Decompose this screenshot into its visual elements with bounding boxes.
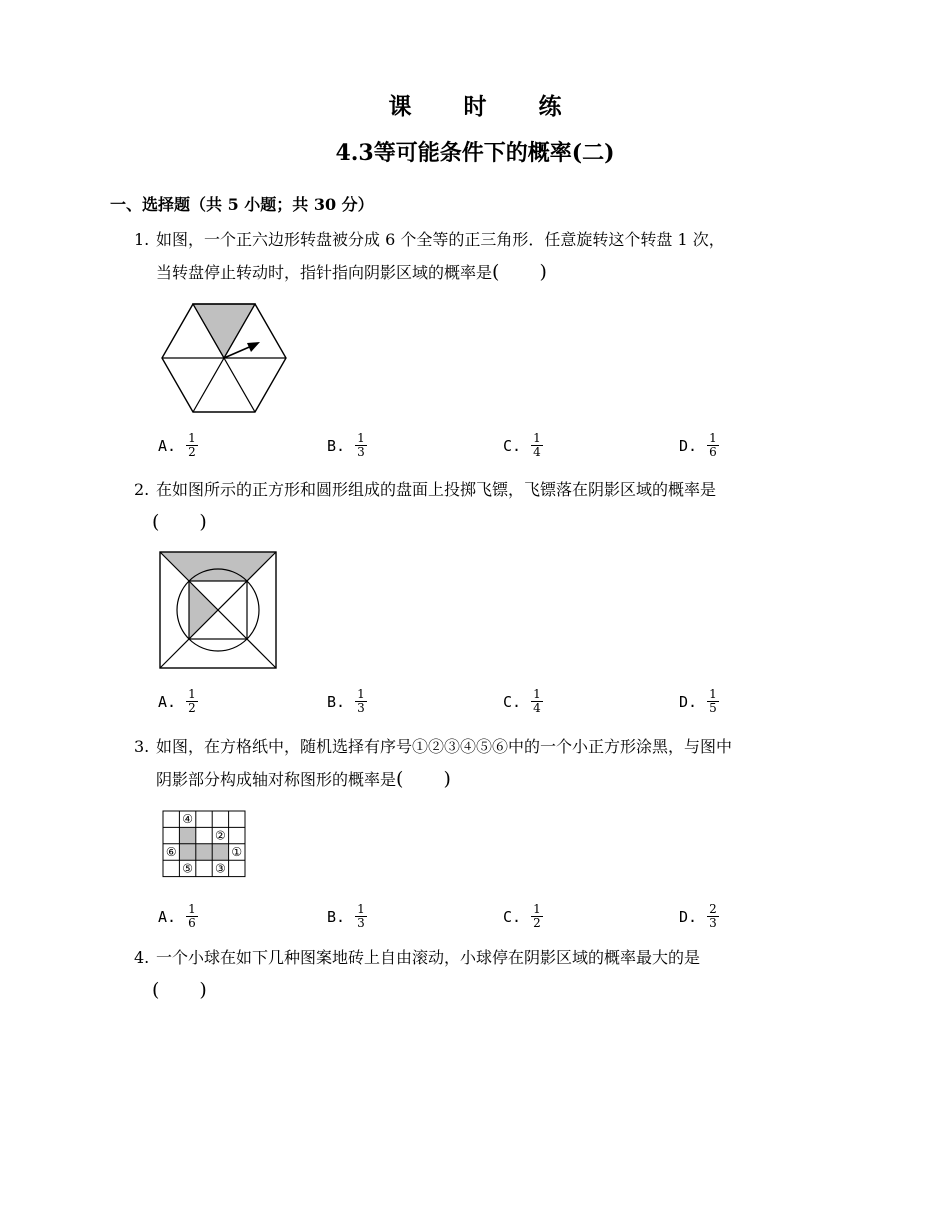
option-letter: D. — [679, 907, 698, 926]
shaded-top-region — [160, 552, 276, 581]
answer-paren-close: ) — [199, 511, 207, 533]
question-text-line: 在如图所示的正方形和圆形组成的盘面上投掷飞镖，飞镖落在阴影区域的概率是 — [156, 480, 717, 499]
shaded-cell — [196, 844, 212, 860]
fraction: $\frac{1}{4}$ — [533, 687, 541, 715]
question-number: 2. — [134, 480, 150, 499]
question-text-line: 一个小球在如下几种图案地砖上自由滚动，小球停在阴影区域的概率最大的是 — [156, 948, 701, 967]
fraction: $\frac{1}{6}$ — [709, 431, 717, 459]
page-title: 课 时 练 — [388, 93, 584, 120]
page-subtitle: 4.3等可能条件下的概率(二) — [335, 140, 615, 166]
section-header: 一、选择题（共 5 小题；共 30 分） — [110, 195, 374, 214]
question-2-answer — [152, 506, 207, 538]
fraction: $\frac{1}{2}$ — [188, 431, 196, 459]
option-d[interactable] — [679, 688, 719, 715]
fraction: $\frac{1}{4}$ — [533, 431, 541, 459]
question-2 — [134, 474, 844, 506]
option-letter: B. — [327, 692, 346, 711]
answer-paren-open: ( — [152, 979, 160, 1001]
option-letter: C. — [503, 436, 522, 455]
option-letter: B. — [327, 436, 346, 455]
fraction: $\frac{1}{6}$ — [188, 902, 196, 930]
shaded-cell — [179, 844, 195, 860]
fraction: $\frac{1}{5}$ — [709, 687, 717, 715]
grid-label-1: ① — [231, 845, 243, 859]
fraction: $\frac{1}{3}$ — [357, 431, 365, 459]
answer-paren-open: ( — [152, 511, 160, 533]
question-text-line: 如图，一个正六边形转盘被分成 6 个全等的正三角形．任意旋转这个转盘 1 次， — [156, 230, 725, 249]
question-text-line: 如图，在方格纸中，随机选择有序号①②③④⑤⑥中的一个小正方形涂黑，与图中 — [156, 737, 733, 756]
answer-paren-close: ) — [443, 768, 451, 790]
answer-paren-open: ( — [396, 768, 404, 790]
fraction: $\frac{1}{2}$ — [188, 687, 196, 715]
pointer-arrow-icon — [247, 342, 260, 352]
question-number: 1. — [134, 230, 150, 249]
option-c[interactable] — [503, 903, 543, 930]
option-letter: A. — [158, 692, 177, 711]
shaded-cell — [179, 827, 195, 843]
question-4-answer — [152, 974, 207, 1006]
option-d[interactable] — [679, 903, 719, 930]
option-c[interactable] — [503, 688, 543, 715]
option-letter: C. — [503, 692, 522, 711]
option-letter: A. — [158, 907, 177, 926]
fraction: $\frac{2}{3}$ — [709, 902, 717, 930]
fraction: $\frac{1}{2}$ — [533, 902, 541, 930]
grid-label-4: ④ — [182, 812, 193, 827]
option-b[interactable] — [327, 688, 367, 715]
question-3 — [134, 731, 844, 796]
grid-label-5: ⑤ — [182, 861, 193, 876]
option-a[interactable] — [158, 688, 198, 715]
option-letter: D. — [679, 692, 698, 711]
option-c[interactable] — [503, 432, 543, 459]
grid-label-6: ⑥ — [165, 845, 177, 859]
fraction: $\frac{1}{3}$ — [357, 902, 365, 930]
option-letter: C. — [503, 907, 522, 926]
option-a[interactable] — [158, 432, 198, 459]
option-b[interactable] — [327, 432, 367, 459]
option-letter: B. — [327, 907, 346, 926]
option-d[interactable] — [679, 432, 719, 459]
shaded-cell — [212, 844, 228, 860]
question-text-line: 阴影部分构成轴对称图形的概率是 — [156, 770, 397, 789]
option-letter: D. — [679, 436, 698, 455]
shaded-triangle — [193, 304, 255, 358]
question-4 — [134, 942, 844, 974]
hexagon-spinner-figure — [158, 302, 290, 416]
question-1 — [134, 224, 844, 289]
grid-label-2: ② — [215, 828, 226, 843]
option-letter: A. — [158, 436, 177, 455]
answer-paren-open: ( — [492, 261, 500, 283]
question-text-line: 当转盘停止转动时，指针指向阴影区域的概率是 — [156, 263, 493, 282]
grid-paper-figure — [163, 811, 247, 877]
grid-label-3: ③ — [215, 861, 226, 876]
question-number: 3. — [134, 737, 150, 756]
fraction: $\frac{1}{3}$ — [357, 687, 365, 715]
question-number: 4. — [134, 948, 150, 967]
shaded-left-region — [189, 581, 218, 639]
answer-paren-close: ) — [199, 979, 207, 1001]
option-b[interactable] — [327, 903, 367, 930]
answer-paren-close: ) — [539, 261, 547, 283]
square-circle-figure — [160, 552, 278, 670]
option-a[interactable] — [158, 903, 198, 930]
